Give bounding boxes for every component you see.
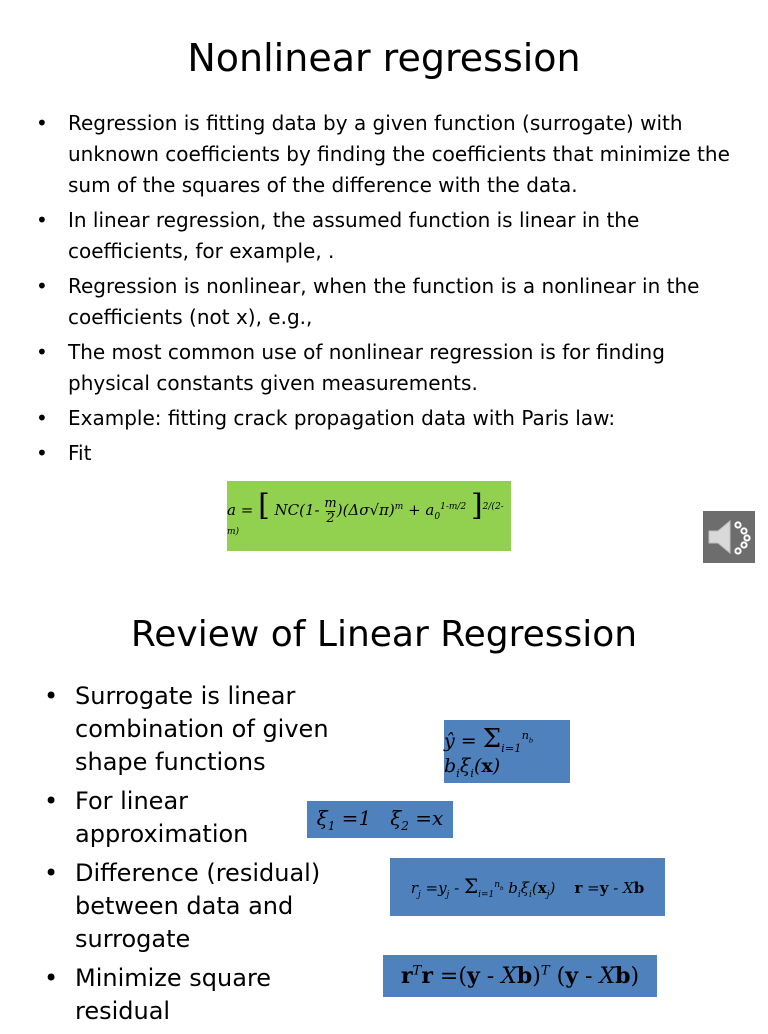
- bullet-item: • Example: fitting crack propagation data with Paris law:: [36, 403, 736, 434]
- slide-title: Nonlinear regression: [187, 36, 581, 80]
- bullet-list: [44, 680, 364, 1034]
- bullet-item: • The most common use of nonlinear regression is for finding physical constants given measurements.: [36, 337, 736, 399]
- residual-equation: $r_j =y_j - \Sigma_{i=1}^{n_b}$ $b_i\xi_i(x_j)$ r =y - Xb: [390, 858, 665, 916]
- bullet-list: [36, 108, 736, 473]
- bullet-item: • Regression is fitting data by a given function (surrogate) with unknown coefficients by finding the coefficients that minimize the sum of the squares of the difference with the data.: [36, 108, 736, 201]
- speaker-icon[interactable]: [703, 511, 755, 563]
- surrogate-equation: ŷ = $\Sigma_{i=1}^{n_b}$ $b_i\xi_i(x)$: [444, 720, 570, 783]
- bullet-item: • For linear approximation: [44, 785, 364, 851]
- bullet-item: • In linear regression, the assumed function is linear in the coefficients, for example, .: [36, 205, 736, 267]
- speaker-icon: [703, 511, 755, 563]
- bullet-item: • Fit: [36, 438, 736, 469]
- bullet-item: • Surrogate is linear combination of given shape functions: [44, 680, 364, 779]
- square-residual-equation: $r^Tr =(y - Xb)^T$ (y - Xb): [383, 955, 657, 997]
- bullet-item: • Regression is nonlinear, when the function is a nonlinear in the coefficients (not x), e.g.,: [36, 271, 736, 333]
- paris-law-equation: a = [ NC(1- $\frac{m}{2}$ )$(\Delta\sigma√\pi)^m + a_0^{1-m/2}$ ]$^{2/(2-m)}$: [227, 481, 511, 551]
- bullet-item: • Difference (residual) between data and surrogate: [44, 857, 364, 956]
- slide-title: Review of Linear Regression: [130, 614, 638, 655]
- shape-functions-equation: $\xi_1 =1$ $\xi_2 =x$: [307, 801, 453, 838]
- bullet-item: • Minimize square residual: [44, 962, 364, 1028]
